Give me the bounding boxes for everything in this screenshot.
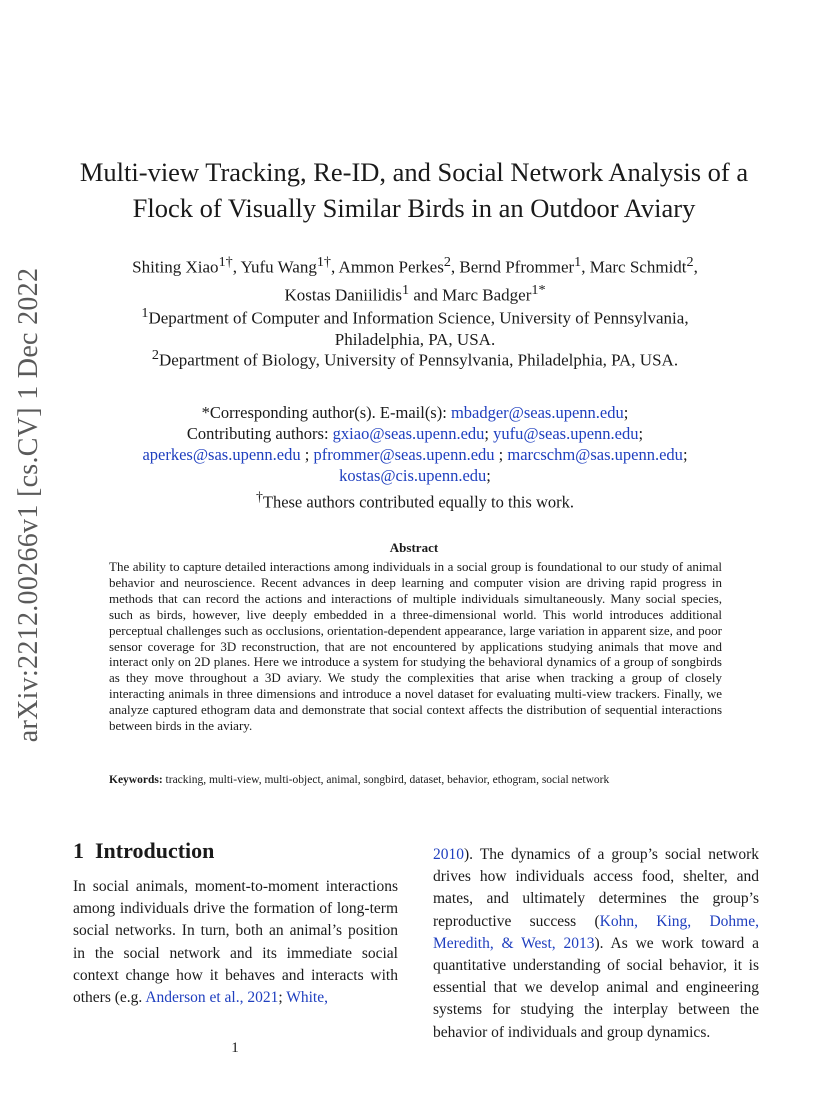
affiliation-1 xyxy=(100,303,730,350)
email-link[interactable]: aperkes@sas.upenn.edu xyxy=(142,445,301,464)
author-name: Marc Badger xyxy=(442,285,532,305)
arxiv-id-text: arXiv:2212.00266v1 [cs.CV] 1 Dec 2022 xyxy=(13,267,44,743)
corresponding-label: *Corresponding author(s). E-mail(s): xyxy=(201,403,447,422)
email-link[interactable]: pfrommer@seas.upenn.edu xyxy=(313,445,495,464)
intro-paragraph: ). The dynamics of a group’s social network drives how individuals access food, shelter, and mates, and ultimately determines the group’s reproductive success ( xyxy=(433,846,759,930)
abstract-body: The ability to capture detailed interactions among individuals in a social group is foundational to our study of animal behavior and neuroscience. Recent advances in deep learning and computer vision are driving rapid progress in methods that can record the actions and interactions of multiple individuals simultaneously. Many social species, such as birds, however, live deeply embedded in a three-dimensional world. This world introduces additional perceptual challenges such as occlusions, orientation-dependent appearance, large variation in apparent size, and poor sensor coverage for 3D reconstruction, that are not encountered by applications studying animals that move and interact only on 2D planes. Here we introduce a system for studying the behavioral dynamics of a group of songbirds as they move throughout a 3D aviary. We study the complexities that arise when tracking a group of closely interacting animals in three dimensions and introduce a novel dataset for evaluating multi-view trackers. Finally, we analyze captured ethogram data and demonstrate that social context affects the distribution of sequential interactions between birds in the aviary. xyxy=(109,559,722,734)
affiliation-sup: 2 xyxy=(151,347,159,363)
author-name: Yufu Wang xyxy=(240,257,317,277)
corresponding-line: *Corresponding author(s). E-mail(s): mbadger@seas.upenn.edu; xyxy=(201,403,629,422)
citation-link[interactable]: 2010 xyxy=(433,846,464,863)
author-affil-sup: 1* xyxy=(531,281,546,298)
intro-paragraph: In social animals, moment-to-moment interactions among individuals drive the formation of long-term social networks. In turn, both an animal’s position in the social network and its immediate social context change how it behaves and interacts with others (e.g. xyxy=(73,878,398,1007)
email-link[interactable]: kostas@cis.upenn.edu xyxy=(339,466,487,485)
author-name: Ammon Perkes xyxy=(338,257,444,277)
arxiv-sidebar-stamp xyxy=(12,240,46,770)
equal-contribution-note xyxy=(100,486,730,513)
citation-link[interactable]: Kohn, King, Dohme, Meredith, & West, 2013 xyxy=(433,912,759,952)
page-number: 1 xyxy=(231,1040,239,1056)
contact-block xyxy=(100,402,730,513)
contributing-line: aperkes@sas.upenn.edu ; pfrommer@seas.upenn.edu ; marcschm@sas.upenn.edu; xyxy=(142,445,688,464)
title-line-1: Multi-view Tracking, Re-ID, and Social Network Analysis of a xyxy=(79,157,749,187)
section-heading xyxy=(73,838,214,864)
author-affil-sup: 1 xyxy=(574,254,582,270)
equal-contribution-text: These authors contributed equally to this work. xyxy=(262,492,574,512)
email-link[interactable]: yufu@seas.upenn.edu xyxy=(493,424,639,443)
author-name: Marc Schmidt xyxy=(589,257,687,277)
email-link[interactable]: mbadger@seas.upenn.edu xyxy=(450,403,624,422)
affiliation-text: Philadelphia, PA, USA. xyxy=(334,329,496,349)
paper-title xyxy=(60,154,768,226)
contributing-line: Contributing authors: gxiao@seas.upenn.edu; yufu@seas.upenn.edu; xyxy=(186,424,644,443)
abstract-heading: Abstract xyxy=(389,540,439,555)
author-list: Shiting Xiao$^{1\dagger}$, Yufu Wang$^{1\dagger}$, Ammon Perkes$^2$, Bernd Pfrommer$^1$, Marc Schmidt$^2$, Kostas Daniilidis$^1$ and Marc Badger$^{1*}$ xyxy=(132,254,698,305)
title-line-2: Flock of Visually Similar Birds in an Outdoor Aviary xyxy=(132,193,696,223)
author-name: Bernd Pfrommer xyxy=(459,257,575,277)
keywords-text: tracking, multi-view, multi-object, animal, songbird, dataset, behavior, ethogram, social network xyxy=(165,774,610,786)
intro-left-column: In social animals, moment-to-moment interactions among individuals drive the formation of long-term social networks. In turn, both an animal’s position in the social network and its immediate social context change how it behaves and interacts with others (e.g. Anderson et al., 2021; White, xyxy=(73,878,398,1007)
affiliation-text: Department of Biology, University of Pennsylvania, Philadelphia, PA, USA. xyxy=(158,350,679,370)
section-number: 1 xyxy=(73,838,84,863)
intro-paragraph: ). As we work toward a quantitative understanding of social behavior, it is essential that we develop animal and engineering systems for studying the interplay between the behavior of individuals and group dynamics. xyxy=(433,934,759,1041)
citation-link[interactable]: Anderson et al., 2021 xyxy=(145,989,279,1007)
keywords-label: Keywords: xyxy=(109,774,163,786)
contributing-line: kostas@cis.upenn.edu; xyxy=(339,466,491,485)
affiliation-text: Department of Computer and Information Science, University of Pennsylvania, xyxy=(148,308,689,328)
citation-link[interactable]: White, xyxy=(286,989,328,1007)
section-title: Introduction xyxy=(95,838,215,863)
contributing-label: Contributing authors: xyxy=(186,424,329,443)
author-affil-sup: 1 xyxy=(402,281,410,298)
author-name: Shiting Xiao xyxy=(132,257,219,277)
email-link[interactable]: gxiao@seas.upenn.edu xyxy=(332,424,485,443)
intro-right-column xyxy=(433,844,759,1044)
email-link[interactable]: marcschm@sas.upenn.edu xyxy=(507,445,683,464)
author-affil-sup: 1† xyxy=(316,254,331,270)
author-affil-sup: 2 xyxy=(443,254,451,270)
author-affil-sup: 1† xyxy=(218,254,233,270)
dagger-sup: † xyxy=(255,489,263,504)
author-name: Kostas Daniilidis xyxy=(284,285,403,305)
author-affil-sup: 2 xyxy=(686,254,694,270)
affiliation-2 xyxy=(100,345,730,371)
keywords-line xyxy=(109,774,749,786)
affiliation-sup: 1 xyxy=(141,305,149,321)
